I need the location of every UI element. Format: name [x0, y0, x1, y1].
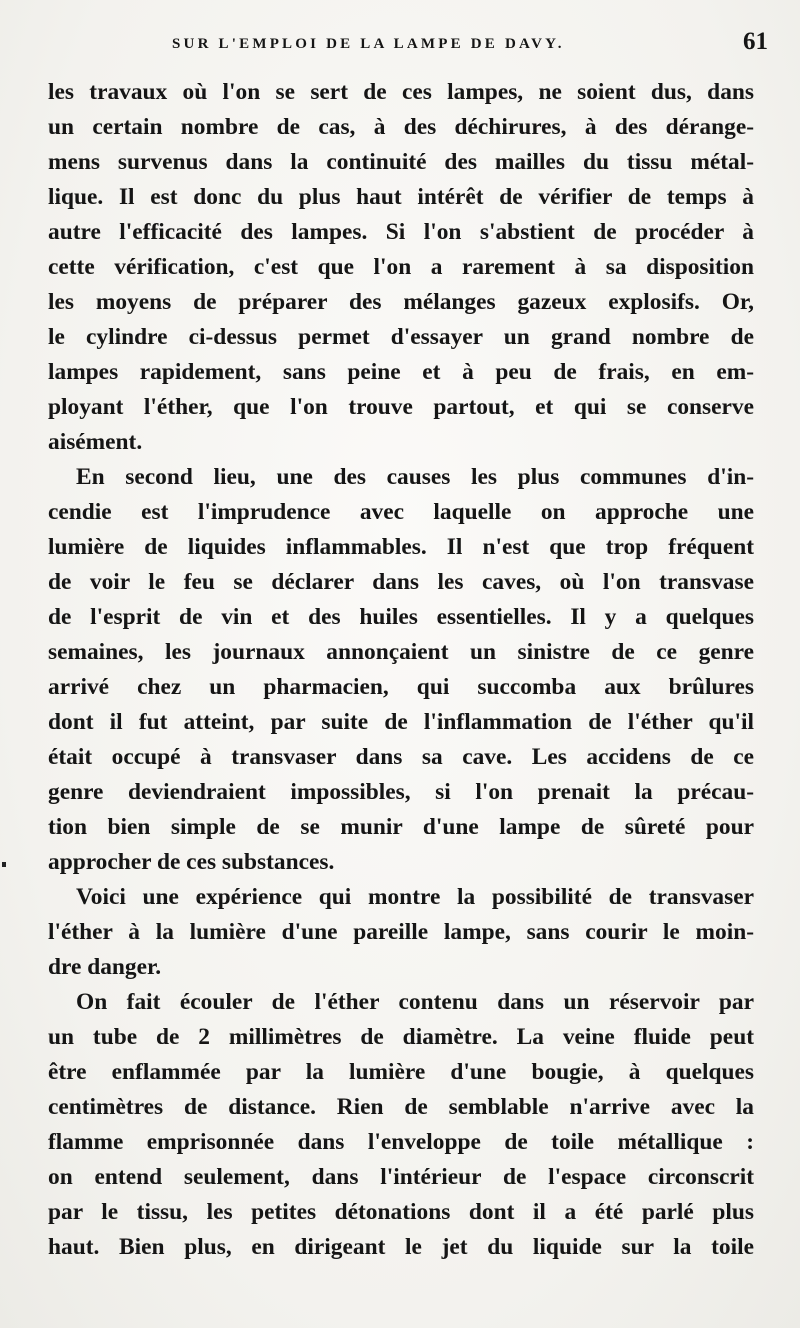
text-line: les moyens de préparer des mélanges gazeux explosifs. Or, — [48, 289, 754, 315]
text-line: ployant l'éther, que l'on trouve partout, et qui se conserve — [48, 394, 754, 420]
text-line: de l'esprit de vin et des huiles essentielles. Il y a quelques — [48, 604, 754, 630]
text-line: semaines, les journaux annonçaient un sinistre de ce genre — [48, 639, 754, 665]
text-line: centimètres de distance. Rien de semblable n'arrive avec la — [48, 1094, 754, 1120]
text-line: arrivé chez un pharmacien, qui succomba aux brûlures — [48, 674, 754, 700]
paragraph-first-line: En second lieu, une des causes les plus communes d'in- — [76, 464, 754, 490]
text-line: par le tissu, les petites détonations dont il a été parlé plus — [48, 1199, 754, 1225]
paragraph-first-line: On fait écouler de l'éther contenu dans un réservoir par — [76, 989, 754, 1015]
margin-mark — [2, 862, 6, 867]
text-line: flamme emprisonnée dans l'enveloppe de toile métallique : — [48, 1129, 754, 1155]
page-header — [30, 26, 770, 66]
text-line: tion bien simple de se munir d'une lampe de sûreté pour — [48, 814, 754, 840]
text-line: aisément. — [48, 429, 143, 455]
text-line: dre danger. — [48, 954, 162, 980]
text-line: genre deviendraient impossibles, si l'on prenait la précau- — [48, 779, 754, 805]
body-text — [48, 75, 754, 1265]
text-line: cendie est l'imprudence avec laquelle on approche une — [48, 499, 754, 525]
text-line: cette vérification, c'est que l'on a rarement à sa disposition — [48, 254, 754, 280]
text-line: dont il fut atteint, par suite de l'inflammation de l'éther qu'il — [48, 709, 754, 735]
text-line: lumière de liquides inflammables. Il n'est que trop fréquent — [48, 534, 754, 560]
text-line: approcher de ces substances. — [48, 849, 335, 875]
text-line: l'éther à la lumière d'une pareille lampe, sans courir le moin- — [48, 919, 754, 945]
running-head: SUR L'EMPLOI DE LA LAMPE DE DAVY. — [172, 36, 565, 52]
paragraph-first-line: Voici une expérience qui montre la possibilité de transvaser — [76, 884, 754, 910]
text-line: un certain nombre de cas, à des déchirures, à des dérange- — [48, 114, 754, 140]
text-line: le cylindre ci-dessus permet d'essayer un grand nombre de — [48, 324, 754, 350]
text-line: mens survenus dans la continuité des mailles du tissu métal- — [48, 149, 754, 175]
text-line: un tube de 2 millimètres de diamètre. La veine fluide peut — [48, 1024, 754, 1050]
text-line: de voir le feu se déclarer dans les caves, où l'on transvase — [48, 569, 754, 595]
text-line: on entend seulement, dans l'intérieur de l'espace circonscrit — [48, 1164, 754, 1190]
text-line: être enflammée par la lumière d'une bougie, à quelques — [48, 1059, 754, 1085]
text-line: les travaux où l'on se sert de ces lampes, ne soient dus, dans — [48, 79, 754, 105]
text-line: haut. Bien plus, en dirigeant le jet du liquide sur la toile — [48, 1234, 754, 1260]
page-number: 61 — [743, 28, 768, 55]
text-line: autre l'efficacité des lampes. Si l'on s'abstient de procéder à — [48, 219, 754, 245]
text-line: lique. Il est donc du plus haut intérêt de vérifier de temps à — [48, 184, 754, 210]
text-line: lampes rapidement, sans peine et à peu de frais, en em- — [48, 359, 754, 385]
text-line: était occupé à transvaser dans sa cave. Les accidens de ce — [48, 744, 754, 770]
